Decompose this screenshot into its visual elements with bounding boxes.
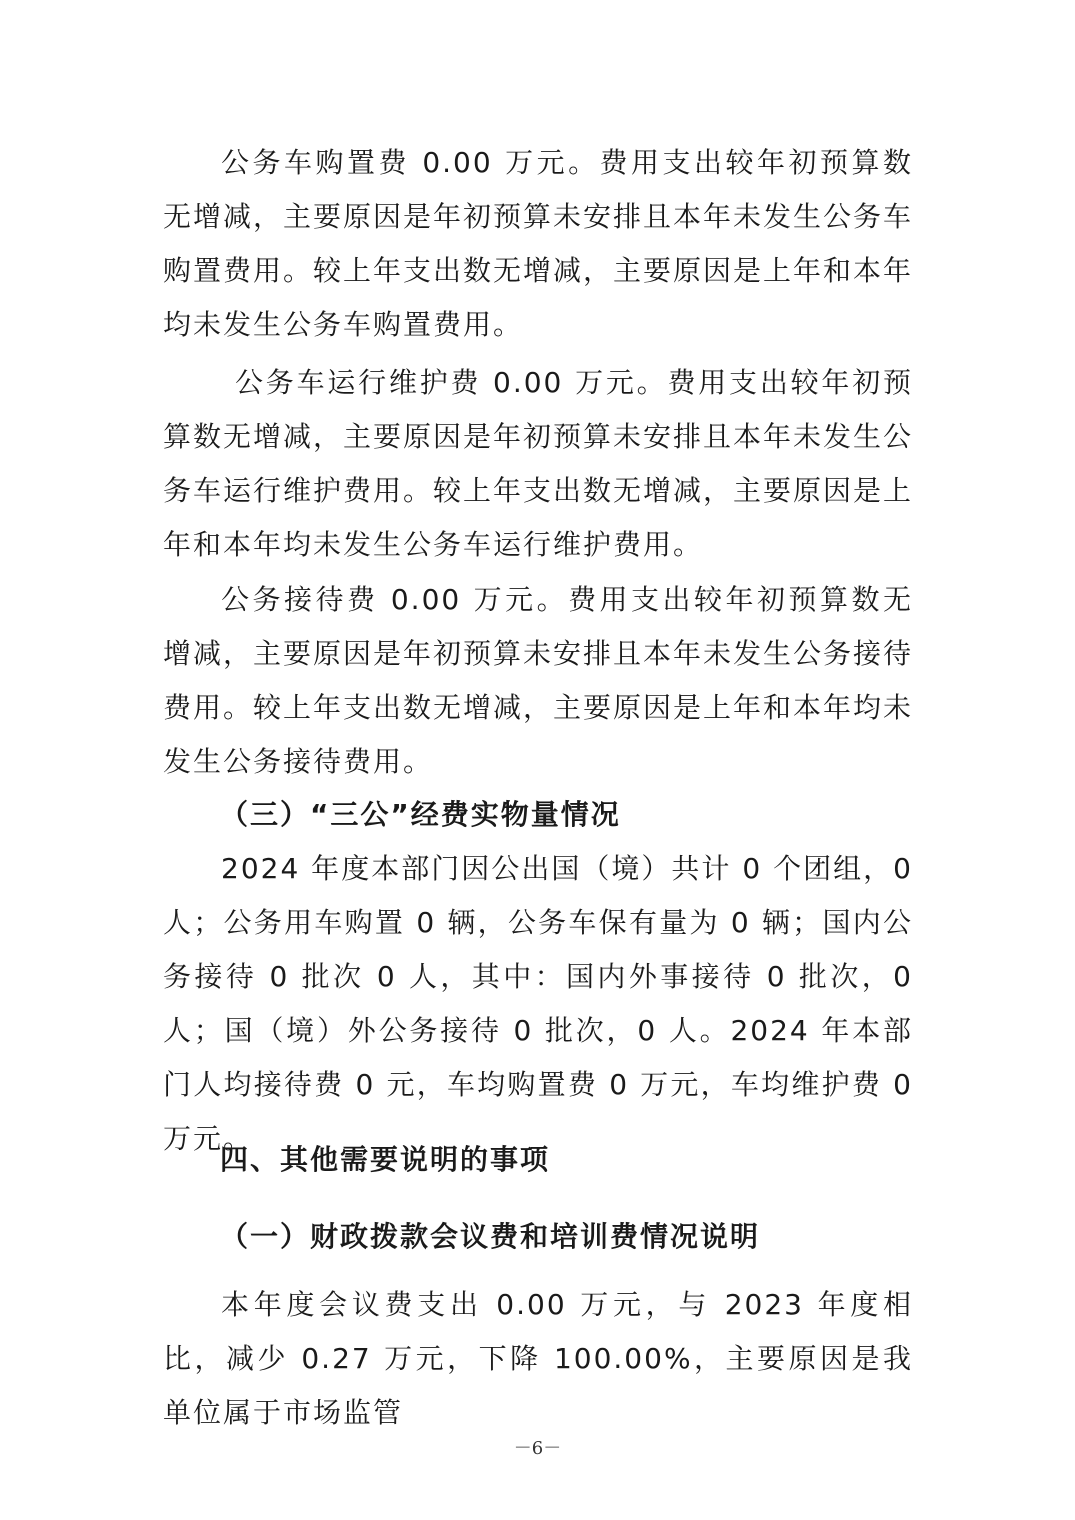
- subheading-three-public-physical-quantity: （三）“三公”经费实物量情况: [220, 798, 621, 831]
- paragraph-physical-quantity: 2024 年度本部门因公出国（境）共计 0 个团组，0 人；公务用车购置 0 辆，公务车保有量为 0 辆；国内公务接待 0 批次 0 人，其中：国内外事接待 0 批次，0 人；国（境）外公务接待 0 批次，0 人。2024 年本部门人均接待费 0 元，车均购置费 0 万元，车均维护费 0 万元。: [163, 852, 913, 1155]
- subheading-meeting-training-fees: （一）财政拨款会议费和培训费情况说明: [220, 1220, 761, 1253]
- page-number: －6－: [513, 1438, 562, 1459]
- paragraph-reception-fee: 公务接待费 0.00 万元。费用支出较年初预算数无增减，主要原因是年初预算未安排且本年未发生公务接待费用。较上年支出数无增减，主要原因是上年和本年均未发生公务接待费用。: [163, 583, 914, 778]
- paragraph-meeting-fee: 本年度会议费支出 0.00 万元，与 2023 年度相比，减少 0.27 万元，下降 100.00%，主要原因是我单位属于市场监管: [163, 1288, 913, 1429]
- paragraph-car-maintenance-fee: 公务车运行维护费 0.00 万元。费用支出较年初预算数无增减，主要原因是年初预算未安排且本年未发生公务车运行维护费用。较上年支出数无增减，主要原因是上年和本年均未发生公务车运行维护费用。: [163, 366, 914, 561]
- paragraph-car-purchase-fee: 公务车购置费 0.00 万元。费用支出较年初预算数无增减，主要原因是年初预算未安排且本年未发生公务车购置费用。较上年支出数无增减，主要原因是上年和本年均未发生公务车购置费用。: [163, 146, 914, 341]
- section-heading-other-matters: 四、其他需要说明的事项: [220, 1143, 551, 1176]
